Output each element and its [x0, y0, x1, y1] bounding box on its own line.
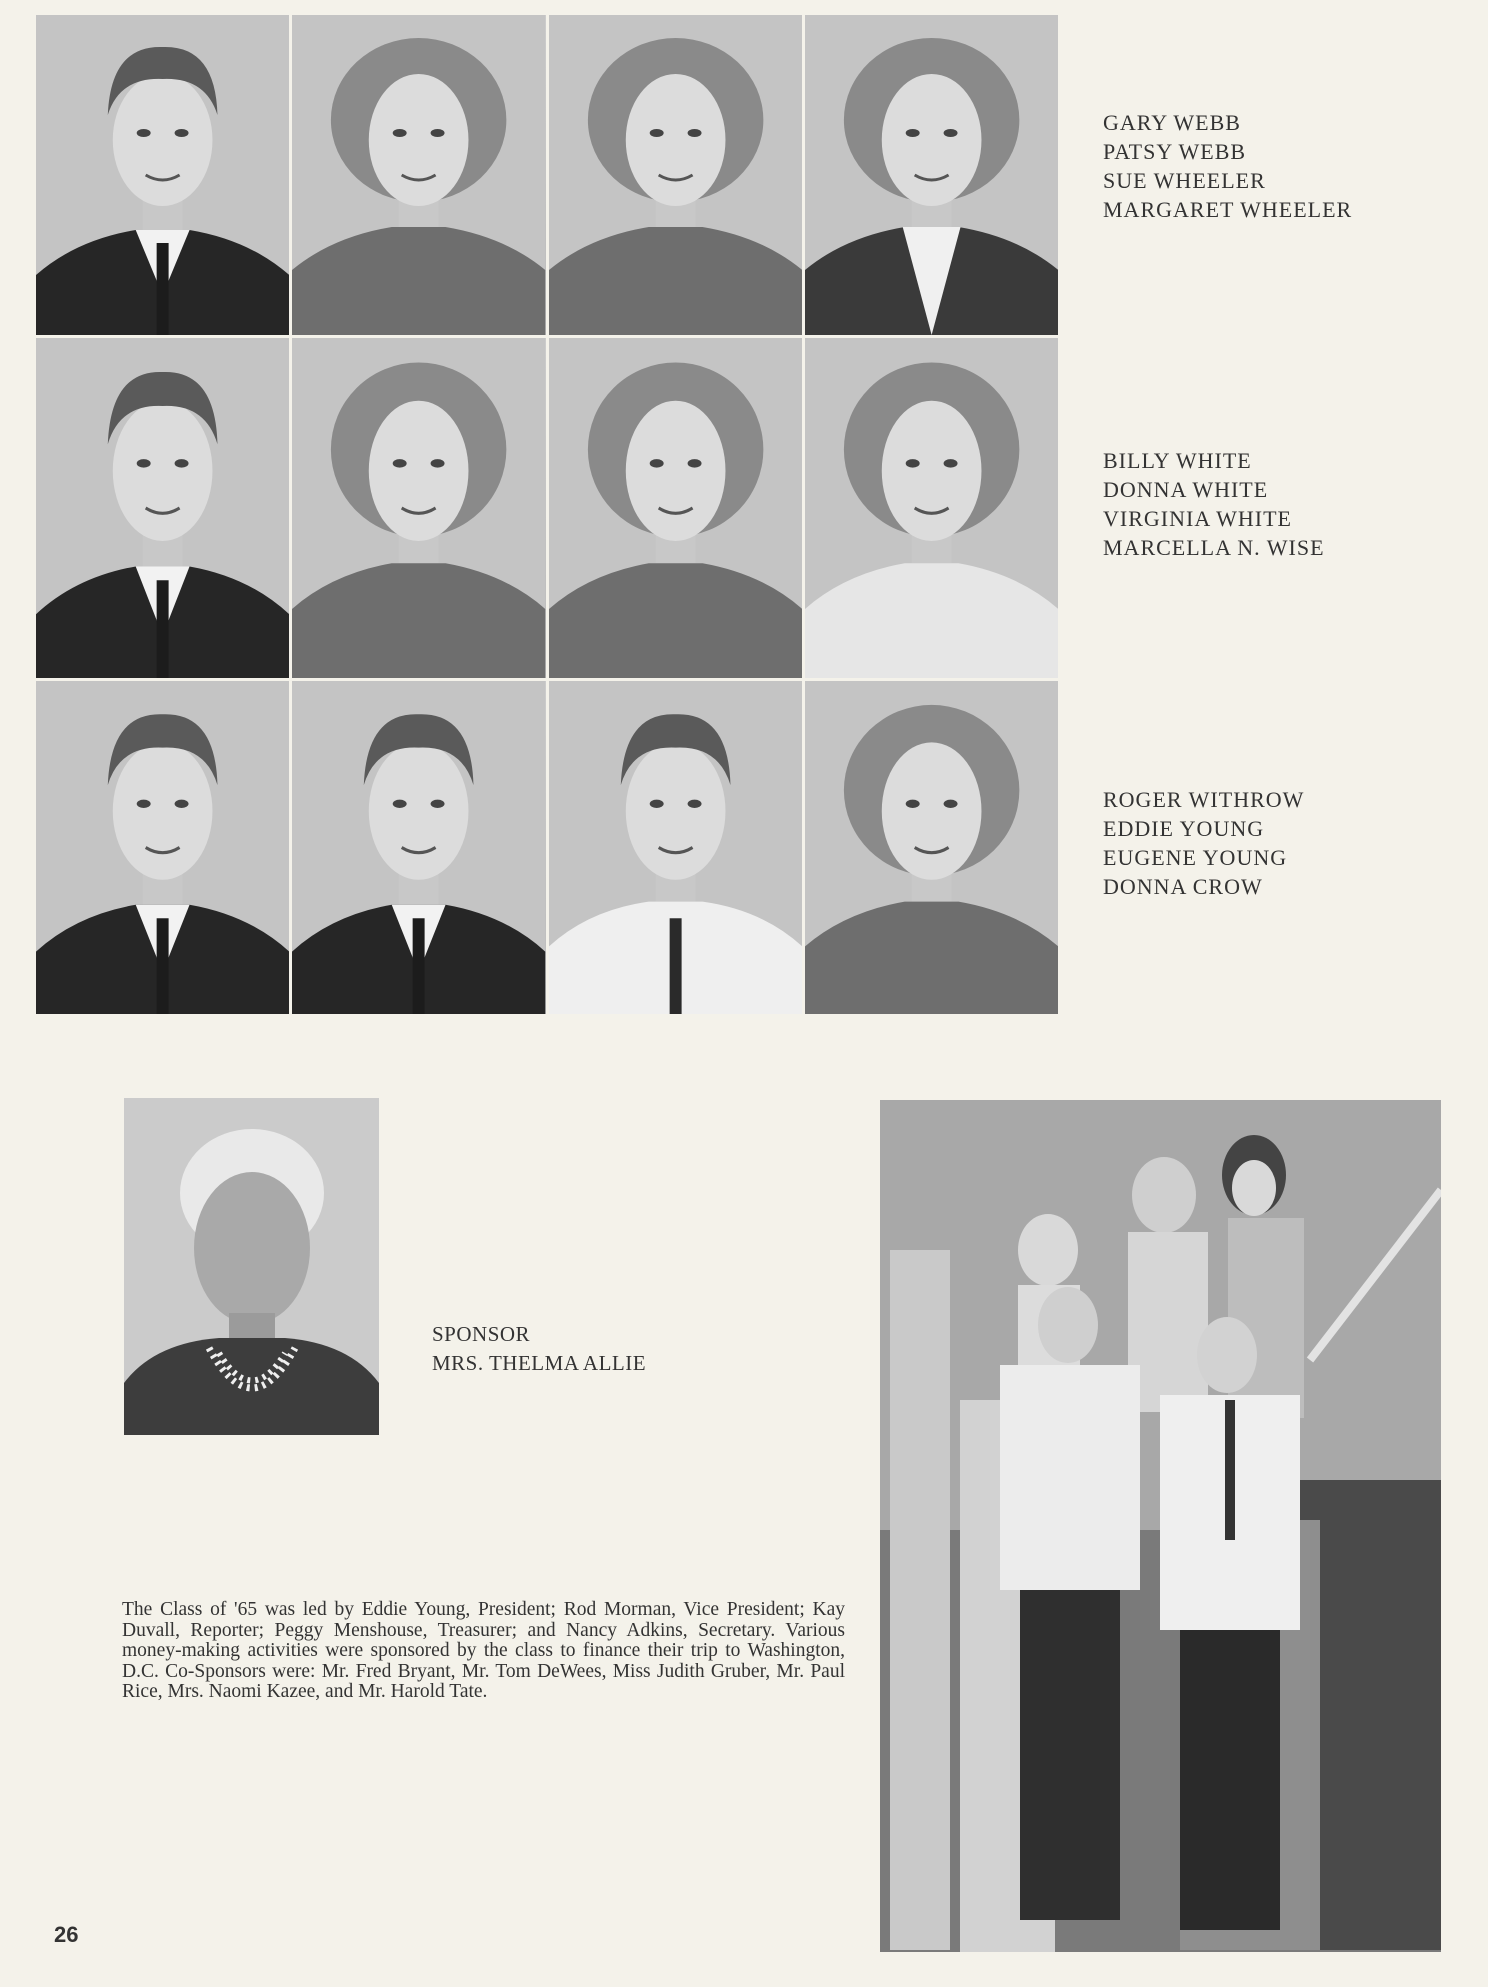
student-name: DONNA WHITE	[1103, 477, 1269, 502]
student-portrait	[805, 338, 1058, 678]
portrait-row	[36, 338, 1058, 678]
student-name: DONNA CROW	[1103, 874, 1263, 899]
student-name: MARGARET WHEELER	[1103, 197, 1353, 222]
name-list	[1103, 108, 1352, 224]
page-number: 26	[54, 1922, 79, 1947]
portrait-row	[36, 15, 1058, 335]
student-name: BILLY WHITE	[1103, 448, 1252, 473]
name-list	[1103, 785, 1304, 901]
student-name: VIRGINIA WHITE	[1103, 506, 1292, 531]
student-name: GARY WEBB	[1103, 110, 1241, 135]
student-name: MARCELLA N. WISE	[1103, 535, 1325, 560]
student-name: ROGER WITHROW	[1103, 787, 1305, 812]
student-portrait	[549, 681, 802, 1014]
class-caption: The Class of '65 was led by Eddie Young, President; Rod Morman, Vice President; Kay Duvall, Reporter; Peggy Menshouse, Treasurer; and Nancy Adkins, Secretary. Various money-making activities were sponsored by the class to finance their trip to Washington, D.C. Co-Sponsors were: Mr. Fred Bryant, Mr. Tom DeWees, Miss Judith Gruber, Mr. Paul Rice, Mrs. Naomi Kazee, and Mr. Harold Tate.	[122, 1599, 845, 1702]
portrait-grid	[36, 15, 1058, 1014]
student-portrait	[292, 681, 545, 1014]
student-portrait	[549, 338, 802, 678]
sponsor-name: MRS. THELMA ALLIE	[432, 1351, 647, 1375]
sponsor-photo	[124, 1098, 379, 1435]
student-portrait	[36, 15, 289, 335]
sponsor-title: SPONSOR	[432, 1322, 531, 1346]
sponsor-label	[432, 1320, 646, 1378]
student-name: EUGENE YOUNG	[1103, 845, 1288, 870]
student-portrait	[805, 681, 1058, 1014]
student-portrait	[292, 338, 545, 678]
student-name: PATSY WEBB	[1103, 139, 1247, 164]
student-name: SUE WHEELER	[1103, 168, 1266, 193]
student-portrait	[36, 338, 289, 678]
student-portrait	[805, 15, 1058, 335]
name-list	[1103, 446, 1325, 562]
portrait-row	[36, 681, 1058, 1014]
class-officers-photo	[880, 1100, 1441, 1952]
student-portrait	[549, 15, 802, 335]
student-portrait	[36, 681, 289, 1014]
student-name: EDDIE YOUNG	[1103, 816, 1265, 841]
student-portrait	[292, 15, 545, 335]
